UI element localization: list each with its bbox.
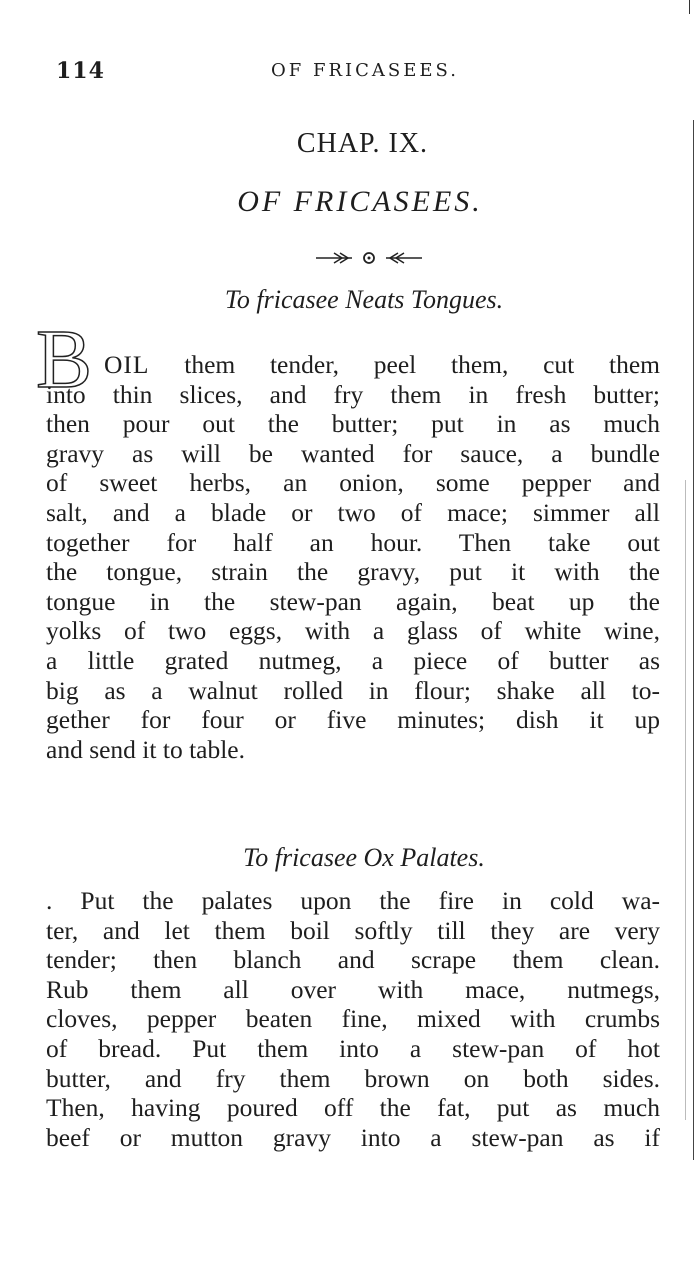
- text-line: tender; then blanch and scrape them clean.: [46, 945, 660, 975]
- running-head: [56, 58, 660, 88]
- running-head-title: OF FRICASEES.: [271, 60, 459, 81]
- recipe-title-neats-tongues: To fricasee Neats Tongues.: [224, 285, 504, 314]
- text-line: and send it to table.: [46, 734, 245, 764]
- text-line: cloves, pepper beaten fine, mixed with crumbs: [46, 1004, 660, 1034]
- text-line: yolks of two eggs, with a glass of white wine,: [46, 616, 660, 646]
- text-line: butter, and fry them brown on both sides.: [46, 1063, 660, 1093]
- printer-ornament-icon: [314, 248, 424, 268]
- first-line-text: them tender, peel them, cut them: [149, 350, 660, 379]
- text-line: the tongue, strain the gravy, put it with the: [46, 557, 660, 587]
- recipe-body-ox-palates: [46, 886, 660, 1152]
- section-title: OF FRICASEES.: [237, 185, 483, 218]
- text-line: then pour out the butter; put in as much: [46, 409, 660, 439]
- drop-cap: B: [36, 313, 93, 406]
- text-line: [46, 350, 660, 380]
- page-number: 114: [56, 58, 105, 84]
- recipe-title-ox-palates: To fricasee Ox Palates.: [243, 843, 485, 872]
- text-line: Rub them all over with mace, nutmegs,: [46, 974, 660, 1004]
- text-line: ter, and let them boil softly till they are very: [46, 915, 660, 945]
- recipe-body-neats-tongues: [46, 350, 660, 764]
- page-edge-line: [693, 120, 694, 1160]
- text-line: gravy as will be wanted for sauce, a bundle: [46, 438, 660, 468]
- first-word-smallcaps: OIL: [104, 350, 150, 379]
- text-line: into thin slices, and fry them in fresh butter;: [46, 379, 660, 409]
- page-edge-shadow: [685, 480, 686, 1120]
- text-line: Then, having poured off the fat, put as much: [46, 1093, 660, 1123]
- text-line: big as a walnut rolled in flour; shake all to-: [46, 675, 660, 705]
- page-edge-mark: [689, 0, 690, 14]
- chapter-heading: CHAP. IX.: [296, 128, 429, 159]
- text-line: beef or mutton gravy into a stew-pan as if: [46, 1122, 660, 1152]
- text-line: of sweet herbs, an onion, some pepper and: [46, 468, 660, 498]
- text-line: gether for four or five minutes; dish it up: [46, 705, 660, 735]
- text-line: a little grated nutmeg, a piece of butter as: [46, 645, 660, 675]
- text-line: of bread. Put them into a stew-pan of hot: [46, 1033, 660, 1063]
- text-line: . Put the palates upon the fire in cold wa-: [46, 886, 660, 915]
- text-line: salt, and a blade or two of mace; simmer all: [46, 497, 660, 527]
- text-line: tongue in the stew-pan again, beat up the: [46, 586, 660, 616]
- text-line: together for half an hour. Then take out: [46, 527, 660, 557]
